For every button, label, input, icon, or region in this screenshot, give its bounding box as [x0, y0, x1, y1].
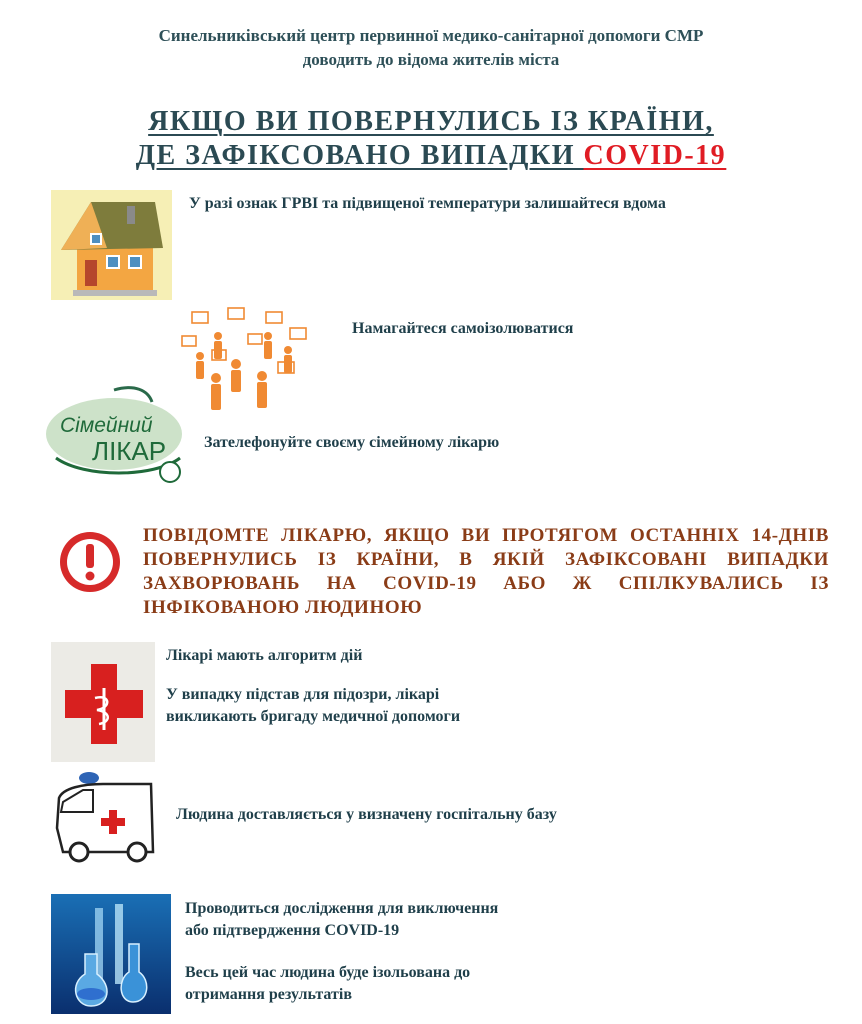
step-test-line-1: Проводиться дослідження для виключення	[185, 900, 499, 917]
header-line-1: Синельниківський центр первинної медико-санітарної допомоги СМР	[158, 26, 704, 45]
family-doctor-logo	[44, 384, 192, 488]
step-suspicion-line-1: У випадку підстав для підозри, лікарі	[166, 686, 440, 703]
people-communication-icon	[178, 306, 314, 416]
step-isolate: Намагайтеся самоізолюватися	[352, 320, 574, 337]
header-line-2: доводить до відома жителів міста	[302, 50, 560, 69]
step-call-doctor: Зателефонуйте своєму сімейному лікарю	[204, 434, 500, 451]
exclamation-warning-icon	[58, 530, 122, 594]
step-isolation-line-1: Весь цей час людина буде ізольована до	[185, 964, 471, 981]
covid-highlight: COVID-19	[583, 140, 727, 171]
step-isolation-line-2: отримання результатів	[185, 986, 352, 1003]
title-line-2-prefix: ДЕ ЗАФІКСОВАНО ВИПАДКИ	[135, 140, 584, 171]
notify-doctor-warning: ПОВІДОМТЕ ЛІКАРЮ, ЯКЩО ВИ ПРОТЯГОМ ОСТАННІХ 14-ДНІВ ПОВЕРНУЛИСЬ ІЗ КРАЇНИ, В ЯКІЙ ЗАФІКСОВАНІ ВИПАДКИ ЗАХВОРЮВАНЬ НА COVID-19 АБО Ж СПІЛКУВАЛИСЬ ІЗ ІНФІКОВАНОЮ ЛЮДИНОЮ	[143, 525, 829, 618]
logo-line-2: ЛІКАР	[92, 436, 167, 466]
step-transport: Людина доставляється у визначену госпітальну базу	[176, 806, 557, 823]
house-icon	[51, 190, 172, 300]
step-algorithm: Лікарі мають алгоритм дій	[166, 647, 363, 664]
logo-line-1: Сімейний	[60, 414, 153, 437]
title-line-1: ЯКЩО ВИ ПОВЕРНУЛИСЬ ІЗ КРАЇНИ,	[148, 106, 714, 137]
title-line-2	[0, 140, 862, 172]
red-cross-icon	[51, 642, 155, 762]
step-test-line-2: або підтвердження COVID-19	[185, 922, 400, 939]
lab-flasks-icon	[51, 894, 171, 1014]
ambulance-icon	[53, 768, 159, 864]
step-stay-home: У разі ознак ГРВІ та підвищеної температури залишайтеся вдома	[189, 195, 666, 212]
step-suspicion-line-2: викликають бригаду медичної допомоги	[166, 708, 461, 725]
